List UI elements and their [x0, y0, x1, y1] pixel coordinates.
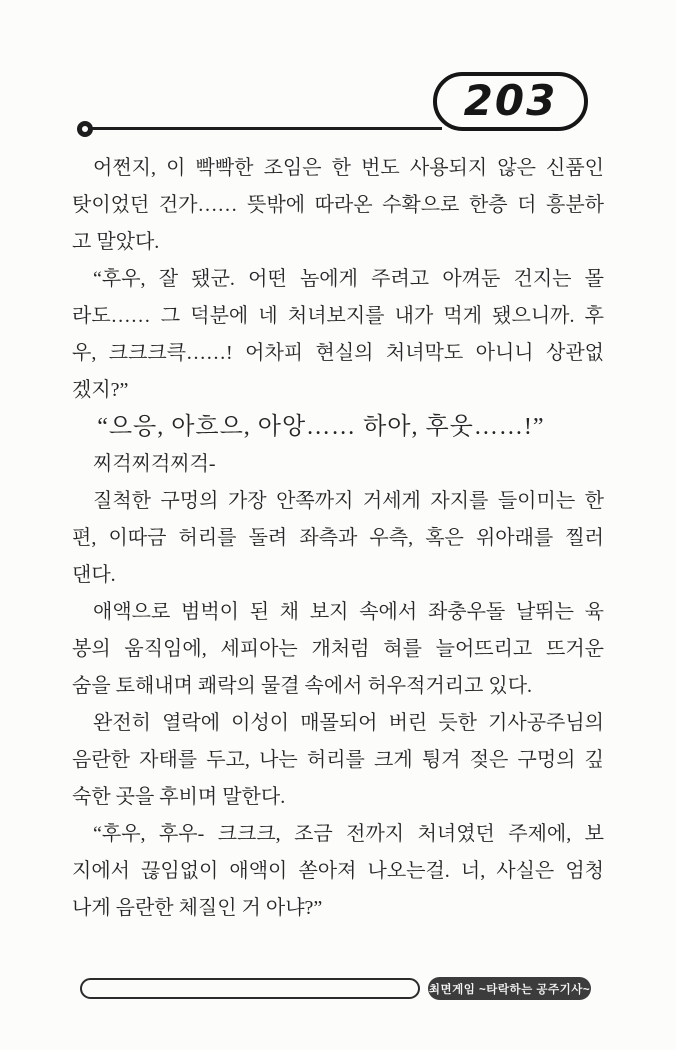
- text-line: 어쩐지, 이 빡빡한 조임은 한 번도 사용되지 않은 신품인: [93, 157, 604, 179]
- text-line: “으응, 아흐으, 아앙…… 하아, 후웃……!”: [97, 414, 545, 440]
- text-line: 고 말았다.: [72, 231, 160, 253]
- text-line: 탓이었던 건가…… 뜻밖에 따라온 수확으로 한층 더 흥분하: [72, 194, 604, 216]
- paragraph: [72, 261, 604, 409]
- paragraph: [72, 150, 604, 261]
- text-line: 완전히 열락에 이성이 매몰되어 버린 듯한 기사공주님의: [93, 712, 604, 734]
- paragraph: [72, 409, 604, 446]
- footer-pill: [80, 978, 420, 999]
- paragraph: [72, 816, 604, 927]
- text-line: 질척한 구멍의 가장 안쪽까지 거세게 자지를 들이미는 한: [93, 490, 604, 512]
- text-line: “후우, 후우- 크크크, 조금 전까지 처녀였던 주제에, 보: [93, 823, 604, 845]
- text-line: 편, 이따금 허리를 돌려 좌측과 우측, 혹은 위아래를 찔러: [72, 527, 604, 549]
- paragraph: [72, 446, 604, 483]
- header-line-end-ring-icon: [77, 121, 93, 137]
- text-line: 봉의 움직임에, 세피아는 개처럼 혀를 늘어뜨리고 뜨거운: [72, 638, 604, 660]
- text-line: 음란한 자태를 두고, 나는 허리를 크게 튕겨 젖은 구멍의 깊: [72, 749, 604, 771]
- text-line: 찌걱찌걱찌걱-: [93, 453, 216, 475]
- paragraph: [72, 594, 604, 705]
- text-line: 지에서 끊임없이 애액이 쏟아져 나오는걸. 너, 사실은 엄청: [72, 860, 604, 882]
- text-line: 라도…… 그 덕분에 네 처녀보지를 내가 먹게 됐으니까. 후: [72, 305, 604, 327]
- text-line: 나게 음란한 체질인 거 아냐?”: [72, 897, 323, 919]
- paragraph: [72, 705, 604, 816]
- paragraph: [72, 483, 604, 594]
- footer-series-badge: [428, 977, 591, 1000]
- text-line: 겠지?”: [72, 379, 129, 401]
- header-rule-line: [90, 127, 442, 130]
- body-text: [72, 150, 604, 927]
- text-line: 댄다.: [72, 564, 116, 586]
- page-number: 203: [463, 76, 558, 125]
- footer-series-title: 최면게임 ~타락하는 공주기사~: [428, 983, 591, 996]
- text-line: “후우, 잘 됐군. 어떤 놈에게 주려고 아껴둔 건지는 몰: [93, 268, 604, 290]
- text-line: 우, 크크크큭……! 어차피 현실의 처녀막도 아니니 상관없: [72, 342, 604, 364]
- page-number-badge: [433, 72, 588, 131]
- text-line: 애액으로 범벅이 된 채 보지 속에서 좌충우돌 날뛰는 육: [93, 601, 604, 623]
- text-line: 숨을 토해내며 쾌락의 물결 속에서 허우적거리고 있다.: [72, 675, 533, 697]
- text-line: 숙한 곳을 후비며 말한다.: [72, 786, 286, 808]
